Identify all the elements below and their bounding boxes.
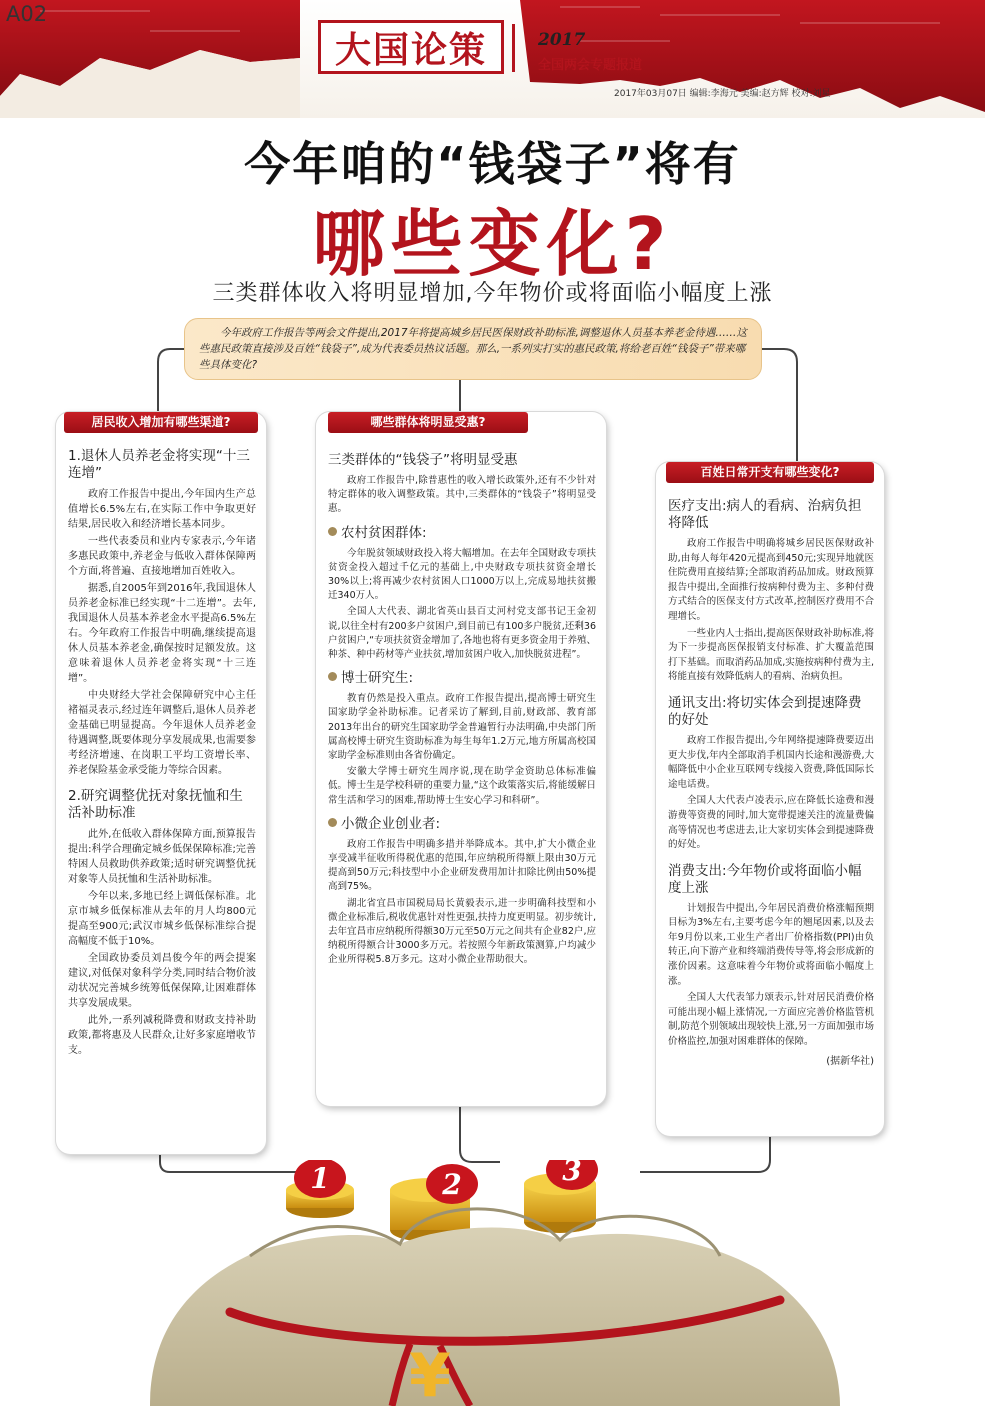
bullet-heading-text: 农村贫困群体: xyxy=(341,524,427,541)
section-title: 医疗支出:病人的看病、治病负担将降低 xyxy=(668,498,862,531)
page-number: A02 xyxy=(6,2,48,26)
section-title: 三类群体的“钱袋子”将明显受惠 xyxy=(328,452,518,468)
paragraph: 全国政协委员刘昌俊今年的两会提案建议,对低保对象科学分类,同时结合物价波动状况完善城乡统筹低保保障,让困难群体共享发展成果。 xyxy=(68,953,256,1009)
paragraph: 政府工作报告中明确多措并举降成本。其中,扩大小微企业享受减半征收所得税优惠的范围,年应纳税所得额上限由30万元提高到50万元;科技型中小企业研发费用加计扣除比例由50%提高到75%。 xyxy=(328,838,596,893)
section-title: 1.退休人员养老金将实现“十三连增” xyxy=(68,448,250,481)
paragraph: 政府工作报告中明确将城乡居民医保财政补助,由每人每年420元提高到450元;实现异地就医住院费用直接结算;全部取消药品加成。财政预算报告中提出,全面推行按病种付费为主、多种付费方式结合的医保支付方式改革,控制医疗费用不合理增长。 xyxy=(668,538,874,622)
paragraph: 政府工作报告中,除普惠性的收入增长政策外,还有不少针对特定群体的收入调整政策。其中,三类群体的“钱袋子”将明显受惠。 xyxy=(328,475,596,515)
paragraph: 此外,在低收入群体保障方面,预算报告提出:科学合理确定城乡低保保障标准;完善特困人员救助供养政策;适时研究调整优抚对象等人员抚恤和生活补助标准。 xyxy=(68,829,256,885)
column-banner: 哪些群体将明显受惠? xyxy=(328,412,528,433)
number-coin-2-label: 2 xyxy=(442,1168,462,1201)
number-coin-2 xyxy=(426,1164,478,1204)
paragraph: 全国人大代表卢凌表示,应在降低长途费和漫游费等资费的同时,加大宽带提速关注的流量费偏高等情况也考虑进去,让大家切实体会到提速降费的好处。 xyxy=(668,795,874,851)
paragraph: 湖北省宜昌市国税局局长黄毅表示,进一步明确科技型和小微企业标准后,税收优惠针对性更强,扶持力度更明显。初步统计,去年宜昌市应纳税所得额30万元至50万元之间共有企业82户,应纳税所得额合计3000多万元。若按照今年新政策测算,户均减少企业所得税5.8万多元。这对小微企业帮助很大。 xyxy=(328,897,596,966)
number-coin-3-label: 3 xyxy=(562,1160,582,1187)
intro-box: 今年政府工作报告等两会文件提出,2017年将提高城乡居民医保财政补助标准,调整退休人员基本养老金待遇……这些惠民政策直接涉及百姓“钱袋子”,成为代表委员热议话题。那么,一系列实打实的惠民政策,将给老百姓“钱袋子”带来哪些具体变化? xyxy=(184,318,762,380)
paragraph: 安徽大学博士研究生周序说,现在助学金资助总体标准偏低。博士生是学校科研的重要力量,“这个政策落实后,将能缓解日常生活和学习的困难,帮助博士生安心学习和科研”。 xyxy=(328,766,596,806)
special-report-label: 全国两会专题报道 xyxy=(538,58,643,73)
masthead xyxy=(0,0,985,118)
source-credit: (据新华社) xyxy=(826,1055,874,1067)
yuan-symbol-icon: ¥ xyxy=(409,1341,451,1406)
paragraph: 政府工作报告中提出,今年国内生产总值增长6.5%左右,在实际工作中争取更好结果,居民收入和经济增长基本同步。 xyxy=(68,489,256,530)
section-title: 消费支出:今年物价或将面临小幅度上涨 xyxy=(668,862,862,896)
brand-divider xyxy=(512,24,515,72)
money-bag-illustration xyxy=(0,1160,985,1406)
issue-meta: 2017年03月07日 编辑:李海元 美编:赵方辉 校对:刘星 xyxy=(614,89,831,99)
section-title: 2.研究调整优抚对象抚恤和生活补助标准 xyxy=(68,788,243,821)
paragraph: 一些代表委员和业内专家表示,今年诸多惠民政策中,养老金与低收入群体保障两个方面,将普遍、直接地增加百姓收入。 xyxy=(68,536,256,577)
bullet-heading-text: 小微企业创业者: xyxy=(341,815,441,832)
paragraph: 教育仍然是投入重点。政府工作报告提出,提高博士研究生国家助学金补助标准。记者采访了解到,目前,财政部、教育部2013年出台的研究生国家助学金普遍暂行办法明确,中央部门所属高校博士研究生资助标准为每生每年1.2万元,地方所属高校国家助学金标准则由各省份确定。 xyxy=(328,693,596,762)
section-title: 通讯支出:将切实体会到提速降费的好处 xyxy=(668,694,862,728)
bullet-dot-icon xyxy=(328,672,337,681)
headline-line-1: 今年咱的“钱袋子”将有 xyxy=(244,137,741,191)
paragraph: 全国人大代表邹力颂表示,针对居民消费价格可能出现小幅上涨情况,一方面应完善价格监管机制,防范个别领域出现较快上涨,另一方面加强市场价格监控,加强对困难群体的保障。 xyxy=(668,992,874,1048)
bullet-heading xyxy=(328,525,596,542)
bullet-heading-text: 博士研究生: xyxy=(341,670,414,687)
bullet-heading xyxy=(328,670,596,687)
headline-line-2: 哪些变化? xyxy=(312,202,673,286)
column-income xyxy=(56,412,266,1154)
number-coin-1-label: 1 xyxy=(310,1162,330,1195)
paragraph: 此外,一系列减税降费和财政支持补助政策,都将惠及人民群众,让好多家庭增收节支。 xyxy=(68,1015,256,1056)
paragraph: 全国人大代表、湖北省英山县百丈河村党支部书记王金初说,以往全村有200多户贫困户,到目前已有100多户脱贫,还剩36户贫困户,“专项扶贫资金增加了,各地也将有更多资金用于养殖、种茶、种中药材等产业扶贫,增加贫困户收入,加快脱贫进程”。 xyxy=(328,606,596,661)
paragraph: 今年脱贫领域财政投入将大幅增加。在去年全国财政专项扶贫资金投入超过千亿元的基础上,中央财政专项扶贫资金增长30%以上;将再减少农村贫困人口1000万以上,完成易地扶贫搬迁340万人。 xyxy=(328,547,596,602)
column-banner: 百姓日常开支有哪些变化? xyxy=(666,462,874,483)
bullet-heading xyxy=(328,816,596,833)
subheadline: 三类群体收入将明显增加,今年物价或将面临小幅度上涨 xyxy=(212,281,773,306)
paragraph: 一些业内人士指出,提高医保财政补助标准,将为下一步提高医保报销支付标准、扩大覆盖范围打下基础。而取消药品加成,实施按病种付费为主,将能直接有效降低病人的看病、治病负担。 xyxy=(668,627,874,683)
paragraph: 今年以来,多地已经上调低保标准。北京市城乡低保标准从去年的月人均800元提高至900元;武汉市城乡低保标准综合提高幅度不低于10%。 xyxy=(68,891,256,947)
column-beneficiaries xyxy=(316,412,606,1106)
paragraph: 计划报告中提出,今年居民消费价格涨幅预期目标为3%左右,主要考虑今年的翘尾因素,以及去年9月份以来,工业生产者出厂价格指数(PPI)由负转正,向下游产业和终端消费传导等,将会形成新的涨价因素。这意味着今年物价或将面临小幅度上涨。 xyxy=(668,902,874,987)
paragraph: 政府工作报告提出,今年网络提速降费要迈出更大步伐,年内全部取消手机国内长途和漫游费,大幅降低中小企业互联网专线接入资费,降低国际长途电话费。 xyxy=(668,734,874,790)
bullet-dot-icon xyxy=(328,818,337,827)
paragraph: 中央财经大学社会保障研究中心主任褚福灵表示,经过连年调整后,退休人员养老金基础已明显提高。今年退休人员养老金待遇调整,既要体现分享发展成果,也需要参考经济增速、在岗职工平均工资增长率、养老保险基金承受能力等综合因素。 xyxy=(68,690,256,776)
bullet-dot-icon xyxy=(328,527,337,536)
brand-logo: 大国论策 xyxy=(318,20,504,74)
paragraph: 据悉,自2005年到2016年,我国退休人员养老金标准已经实现“十二连增”。去年,我国退休人员基本养老金水平提高6.5%左右。今年政府工作报告中明确,继续提高退休人员基本养老金,确保按时足额发放。这意味着退休人员养老金将实现“十三连增”。 xyxy=(68,583,256,684)
column-daily-spending xyxy=(656,462,884,1136)
edition-year: 2017 xyxy=(538,30,586,50)
column-banner: 居民收入增加有哪些渠道? xyxy=(64,412,258,433)
